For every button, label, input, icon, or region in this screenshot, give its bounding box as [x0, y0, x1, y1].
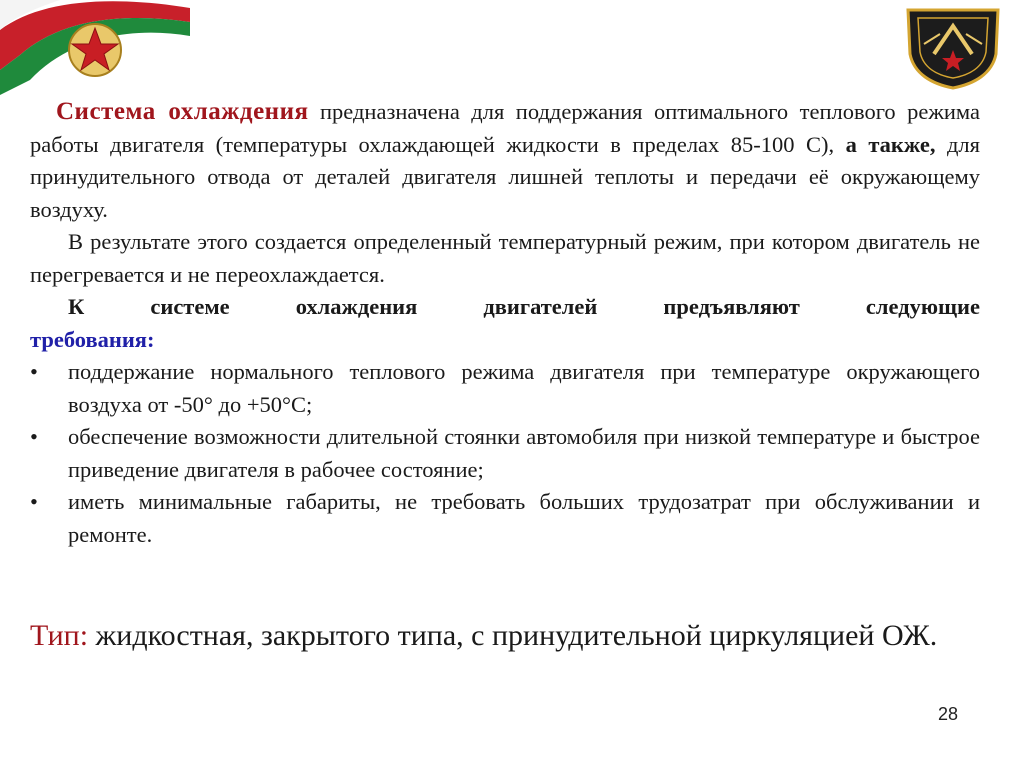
intro-text: предназначена для поддержания оптимального теплового режима работы двигателя (температуры охлаждающей жидкости в пределах 85-100 С),	[30, 99, 980, 157]
bullet-icon: •	[30, 489, 38, 514]
belarus-flag-ribbon-icon	[0, 0, 190, 95]
military-academy-shield-icon	[904, 4, 1002, 90]
heading-term: Система охлаждения	[56, 98, 309, 125]
red-star-emblem-icon	[69, 24, 121, 76]
bullet-icon: •	[30, 424, 38, 449]
req-word: охлаждения	[295, 294, 418, 319]
req-word: следующие	[865, 294, 980, 319]
intro-bold-text: а также,	[845, 131, 936, 157]
list-item: • поддержание нормального теплового режима двигателя при температуре окружающего воздуха от -50° до +50°С;	[30, 356, 980, 421]
type-label: Тип:	[30, 619, 89, 652]
bullet-icon: •	[30, 359, 38, 384]
requirements-list	[30, 356, 980, 551]
intro-tail-text: для принудительного отвода от деталей двигателя лишней теплоты и передачи её окружающему воздуху.	[30, 131, 981, 222]
requirements-label: требования:	[30, 326, 155, 352]
slide-body	[30, 96, 980, 551]
req-word: предъявляют	[663, 294, 800, 319]
list-item: • иметь минимальные габариты, не требовать больших трудозатрат при обслуживании и ремонте.	[30, 486, 980, 551]
page-number: 28	[938, 704, 959, 724]
req-word: двигателей	[483, 294, 598, 319]
result-text: В результате этого создается определенный температурный режим, при котором двигатель не перегревается и не переохлаждается.	[30, 229, 980, 287]
type-text: жидкостная, закрытого типа, с принудительной циркуляцией ОЖ.	[88, 619, 938, 652]
result-paragraph	[30, 226, 980, 291]
req-word: системе	[150, 294, 230, 319]
type-statement	[30, 612, 990, 659]
list-item: • обеспечение возможности длительной стоянки автомобиля при низкой температуре и быстрое приведение двигателя в рабочее состояние;	[30, 421, 980, 486]
intro-paragraph	[30, 96, 980, 226]
requirements-heading	[30, 291, 980, 356]
req-word: К	[68, 294, 85, 319]
